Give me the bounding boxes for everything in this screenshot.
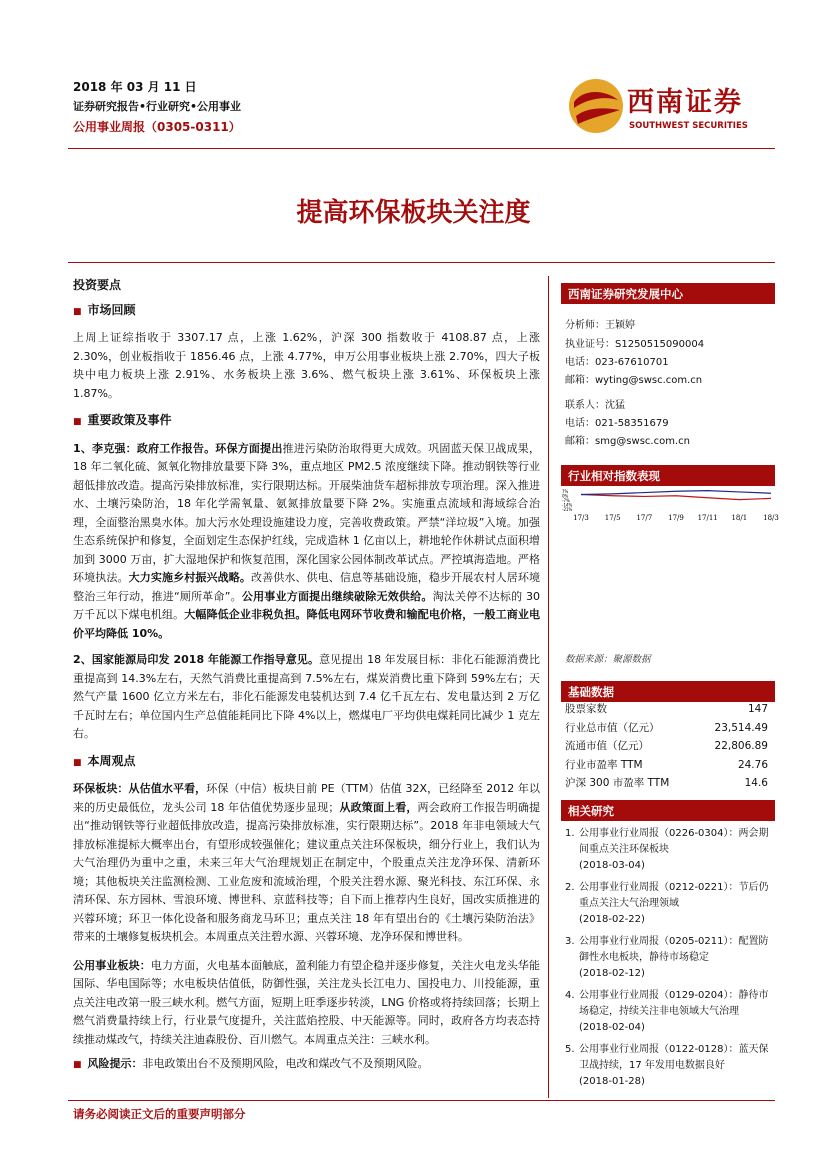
- series-line: [581, 491, 771, 495]
- contact-name: 联系人：沈猛: [565, 400, 625, 411]
- x-tick-label: 17/7: [636, 514, 653, 522]
- list-item[interactable]: 4. 公用事业行业周报（0129-0204）：静待市场稳定，持续关注非电领域大气治理 (2018-02-04): [565, 990, 769, 1033]
- analyst-phone: 电话：023-67610701: [565, 357, 669, 368]
- logo-subtext: SOUTHWEST SECURITIES: [629, 121, 748, 131]
- related-research-header: 相关研究: [561, 800, 775, 821]
- y-tick-label: 7%: [562, 489, 569, 494]
- table-row: 股票家数 147: [565, 703, 768, 715]
- logo-text: 西南证券: [627, 87, 743, 118]
- report-type: 证券研究报告•行业研究•公用事业: [73, 100, 242, 113]
- x-tick-label: 18/1: [731, 514, 748, 522]
- bullet-square-icon: ■: [73, 757, 82, 768]
- x-tick-label: 17/5: [604, 514, 621, 522]
- basic-data-header: 基础数据: [561, 681, 775, 702]
- list-item[interactable]: 3. 公用事业行业周报（0205-0211）：配置防御性水电板块，静待市场稳定 (2018-02-12): [565, 936, 769, 979]
- x-tick-label: 18/3: [763, 514, 779, 522]
- footer-disclaimer: 请务必阅读正文后的重要声明部分: [73, 1107, 246, 1121]
- column-divider: [548, 276, 549, 1098]
- logo-icon: [566, 76, 626, 136]
- x-tick-label: 17/9: [668, 514, 684, 522]
- y-tick-label: 0%: [562, 493, 569, 499]
- bullet-square-icon: ■: [73, 1060, 82, 1070]
- table-row: 沪深 300 市盈率 TTM 14.6: [565, 777, 768, 789]
- section-heading: 投资要点: [73, 278, 122, 292]
- y-tick-label: -14%: [562, 502, 573, 508]
- section-market-review: ■ 市场回顾: [73, 302, 136, 317]
- policy-paragraph-1: 1、李克强：政府工作报告。环保方面提出推进污染防治取得更大成效。巩固蓝天保卫战成果，18 年二氧化硫、氮氧化物排放量要下降 3%，重点地区 PM2.5 浓度继续下降。推动钢铁等行业超低排放改造。提高污染排放标准，实行限期达标。开展柴油货车超标排放专项治理。深入推进水、土壤污染防治，18 年化学需氧量、氨氮排放量要下降 2%。实施重点流域和海域综合治理，全面整治黑臭水体。加大污水处理设施建设力度，完善收费政策。严禁“洋垃圾”入境。加强生态系统保护和修复，全面划定生态保护红线，完成造林 1 亿亩以上，耕地轮作休耕试点面积增加到 3000 万亩，扩大湿地保护和恢复范围，深化国家公园体制改革试点。严控填海造地。严格环境执法。大力实施乡村振兴战略。改善供水、供电、信息等基础设施，稳步开展农村人居环境整治三年行动，推进“厕所革命”。公用事业方面提出继续破除无效供给。淘汰关停不达标的 30 万千瓦以下煤电机组。大幅降低企业非税负担。降低电网环节收费和输配电价格，一般工商业电价平均降低 10%。: [73, 441, 541, 640]
- y-tick-label: -7%: [562, 498, 570, 503]
- header-rule: [68, 148, 775, 149]
- title-rule: [68, 262, 775, 263]
- list-item[interactable]: 5. 公用事业行业周报（0122-0128）：蓝天保卫战持续，17 年发用电数据良好 (2018-01-28): [565, 1044, 769, 1087]
- section-view: ■ 本周观点: [73, 753, 136, 768]
- contact-email: 邮箱：smg@swsc.com.cn: [565, 436, 690, 447]
- bullet-square-icon: ■: [73, 306, 82, 317]
- table-row: 行业总市值（亿元） 23,514.49: [565, 721, 768, 734]
- series-line: [581, 495, 771, 500]
- table-row: 行业市盈率 TTM 24.76: [565, 758, 768, 771]
- policy-paragraph-2: 2、国家能源局印发 2018 年能源工作指导意见。意见提出 18 年发展目标：非化石能源消费比重提高到 14.3%左右，天然气消费比重提高到 7.5%左右，煤炭消费比重下降到 59%左右；天然气产量 1600 亿立方米左右，非化石能源发电装机达到 7.4 亿千瓦左右、发电量达到 2 万亿千瓦时左右；单位国内生产总值能耗同比下降 4%以上，燃煤电厂平均供电煤耗同比减少 1 克左右。: [73, 653, 540, 740]
- chart-source: 数据来源：聚源数据: [565, 654, 651, 665]
- relative-index-chart: [561, 488, 779, 524]
- related-research-list: [565, 826, 775, 1096]
- x-tick-label: 17/3: [573, 514, 589, 522]
- section-policy: ■ 重要政策及事件: [73, 413, 172, 427]
- page-title: 提高环保板块关注度: [296, 198, 531, 228]
- bullet-square-icon: ■: [73, 417, 82, 427]
- table-row: 流通市值（亿元） 22,806.89: [565, 740, 768, 752]
- x-tick-label: 17/11: [697, 514, 718, 522]
- contact-phone: 电话：021-58351679: [565, 418, 669, 429]
- view-paragraph-2: 公用事业板块：电力方面，火电基本面触底，盈利能力有望企稳并逐步修复，关注火电龙头华能国际、华电国际等；水电板块估值低，防御性强，关注龙头长江电力、国投电力、川投能源，重点关注电改第一股三峡水利。燃气方面，短期上旺季逐步转淡，LNG 价格或将持续回落；长期上燃气消费量持续上行，行业景气度提升，关注蓝焰控股、中天能源等。同时，政府各方均表态持续推动煤改气，持续关注迪森股份、百川燃气。本周重点关注：三峡水利。: [73, 958, 541, 1046]
- analyst-email: 邮箱：wyting@swsc.com.cn: [565, 375, 703, 386]
- main-content: [73, 276, 540, 1075]
- view-paragraph-1: 环保板块：从估值水平看，环保（中信）板块目前 PE（TTM）估值 32X，已经降至 2012 年以来的历史最低位，龙头公司 18 年估值优势逐步显现；从政策面上看，两会政府工作报告明确提出“推动钢铁等行业超低排放改造，提高污染排放标准，实行限期达标”。2018 年非电领域大气排放标准提标大概率出台，有望形成较强催化；建议重点关注环保板块，细分行业上，我们认为大气治理仍为重中之重，未来三年大气治理规划正在制定中，个股重点关注龙净环保、清新环境；其他板块关注监测检测、工业危废和流域治理，个股关注碧水源、聚光科技、东江环保、永清环保、东方园林、雪浪环境、博世科、京蓝科技等；自下而上推荐内生良好，国改实质推进的兴蓉环境；环卫一体化设备和服务商龙马环卫；重点关注 18 年有望出台的《土壤污染防治法》带来的土壤修复板块机会。本周重点关注碧水源、兴蓉环境、龙净环保和博世科。: [73, 782, 540, 943]
- market-review-text: 上周上证综指收于 3307.17 点，上涨 1.62%，沪深 300 指数收于 4108.87 点，上涨 2.30%，创业板指收于 1856.46 点，上涨 4.77%，申万公用事业板块上涨 2.70%，四大子板块中电力板块上涨 2.91%、水务板块上涨 3.6%、燃气板块上涨 3.61%、环保板块上涨 1.87%。: [73, 331, 540, 400]
- analyst-license: 执业证号：S1250515090004: [565, 339, 705, 350]
- list-item[interactable]: 2. 公用事业行业周报（0212-0221）：节后仍重点关注大气治理领域 (2018-02-22): [565, 882, 769, 925]
- chart-header: 行业相对指数表现: [561, 465, 775, 486]
- basic-data-table: [565, 700, 768, 793]
- analyst-name: 分析师：王颖婷: [565, 320, 635, 331]
- risk-warning: ■ 风险提示：非电政策出台不及预期风险，电改和煤改气不及预期风险。: [73, 1057, 429, 1070]
- weekly-label: 公用事业周报（0305-0311）: [73, 120, 241, 134]
- email-link[interactable]: smg@swsc.com.cn: [595, 436, 690, 447]
- y-tick-label: -21%: [562, 507, 573, 512]
- footer-rule: [68, 1100, 775, 1101]
- list-item[interactable]: 1. 公用事业行业周报（0226-0304）：两会期间重点关注环保板块 (2018-03-04): [565, 828, 769, 871]
- research-center-header: 西南证券研究发展中心: [561, 283, 775, 304]
- report-date: 2018 年 03 月 11 日: [73, 80, 197, 94]
- email-link[interactable]: wyting@swsc.com.cn: [595, 375, 703, 386]
